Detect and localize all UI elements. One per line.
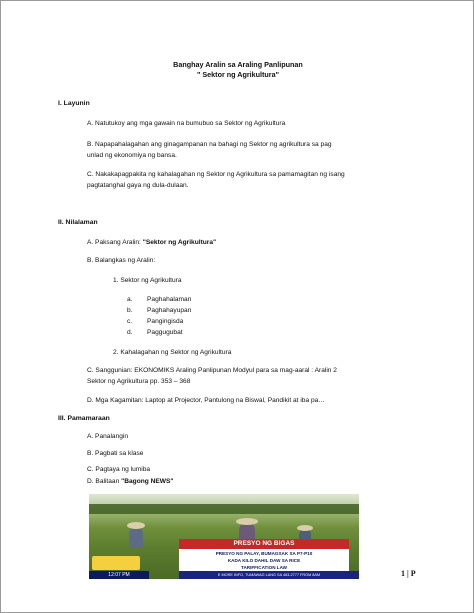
news-ticker-line: KADA KILO DAHIL DAW SA RICE (227, 558, 301, 563)
paksang-aralin-label: A. Paksang Aralin: (87, 239, 141, 246)
subitem-letter: a. (127, 296, 133, 303)
news-bottom-ticker: E MORE INFO, TUMAWAG LANG SA 463-2777 FROM 8AM (179, 571, 359, 579)
outline-item-2: 2. Kahalagahan ng Sektor ng Agrikultura (113, 349, 232, 356)
news-ticker (179, 549, 349, 571)
news-screenshot-image (89, 494, 359, 579)
subitem-letter: d. (127, 329, 133, 336)
pamamaraan-c: C. Pagtaya ng lumiba (87, 466, 151, 473)
image-farmer-hat (127, 522, 145, 529)
image-farmer-hat (297, 525, 313, 531)
pamamaraan-b: B. Pagbati sa klase (87, 450, 144, 457)
document-title: Banghay Aralin sa Araling Panlipunan (173, 60, 303, 69)
layunin-c-line2: pagtatanghal gaya ng dula-dulaan. (87, 182, 189, 189)
subitem-text: Paghahalaman (147, 296, 192, 303)
subitem-letter: b. (127, 307, 133, 314)
document-subtitle: " Sektor ng Agrikultura" (196, 70, 280, 79)
layunin-a: A. Natutukoy ang mga gawain na bumubuo sa Sektor ng Agrikultura (87, 120, 286, 127)
news-banner: PRESYO NG BIGAS (179, 539, 349, 549)
subitem-text: Pangingisda (147, 318, 184, 325)
section-heading-nilalaman: II. Nilalaman (58, 219, 98, 226)
paksang-aralin-value: "Sektor ng Agrikultura" (142, 239, 217, 246)
sanggunian-line1: C. Sanggunian: EKONOMIKS Araling Panlipunan Modyul para sa mag-aaral : Aralin 2 (87, 367, 337, 374)
page-number: 1 | P (401, 569, 416, 578)
section-heading-layunin: I. Layunin (58, 100, 90, 107)
image-farmer (129, 526, 143, 548)
mga-kagamitan: D. Mga Kagamitan: Laptop at Projector, Pantulong na Biswal, Pandikit at iba pa… (87, 397, 325, 404)
balitaan-value: "Bagong NEWS" (121, 478, 174, 485)
subitem-letter: c. (127, 318, 133, 325)
sanggunian-line2: Sektor ng Agrikultura pp. 353 – 368 (87, 378, 191, 385)
subitem-text: Paghahayupan (147, 307, 192, 314)
news-channel-logo (92, 556, 140, 570)
news-ticker-line: PRESYO NG PALAY, BUMAGSAK SA P7-P10 (215, 551, 313, 556)
image-treeline (89, 504, 359, 514)
outline-item-1: 1. Sektor ng Agrikultura (113, 277, 182, 284)
news-ticker-line: TARIFFICATION LAW (240, 565, 287, 570)
balangkas-aralin: B. Balangkas ng Aralin: (87, 257, 156, 264)
pamamaraan-a: A. Panalangin (87, 433, 129, 440)
balitaan-label: D. Balitaan (87, 478, 120, 485)
layunin-c-line1: C. Nakakapagpakita ng kahalagahan ng Sektor ng Agrikultura sa pamamagitan ng isang (87, 171, 345, 178)
subitem-text: Paggugubat (147, 329, 183, 336)
layunin-b-line2: unlad ng ekonomiya ng bansa. (87, 152, 177, 159)
pamamaraan-d (87, 477, 174, 488)
paksang-aralin (87, 238, 216, 249)
layunin-b-line1: B. Napapahalagahan ang ginagampanan na bahagi ng Sektor ng agrikultura sa pag (87, 141, 332, 148)
news-time: 12:07 PM (89, 571, 149, 579)
section-heading-pamamaraan: III. Pamamaraan (58, 415, 110, 422)
image-farmer-hat (236, 518, 258, 525)
